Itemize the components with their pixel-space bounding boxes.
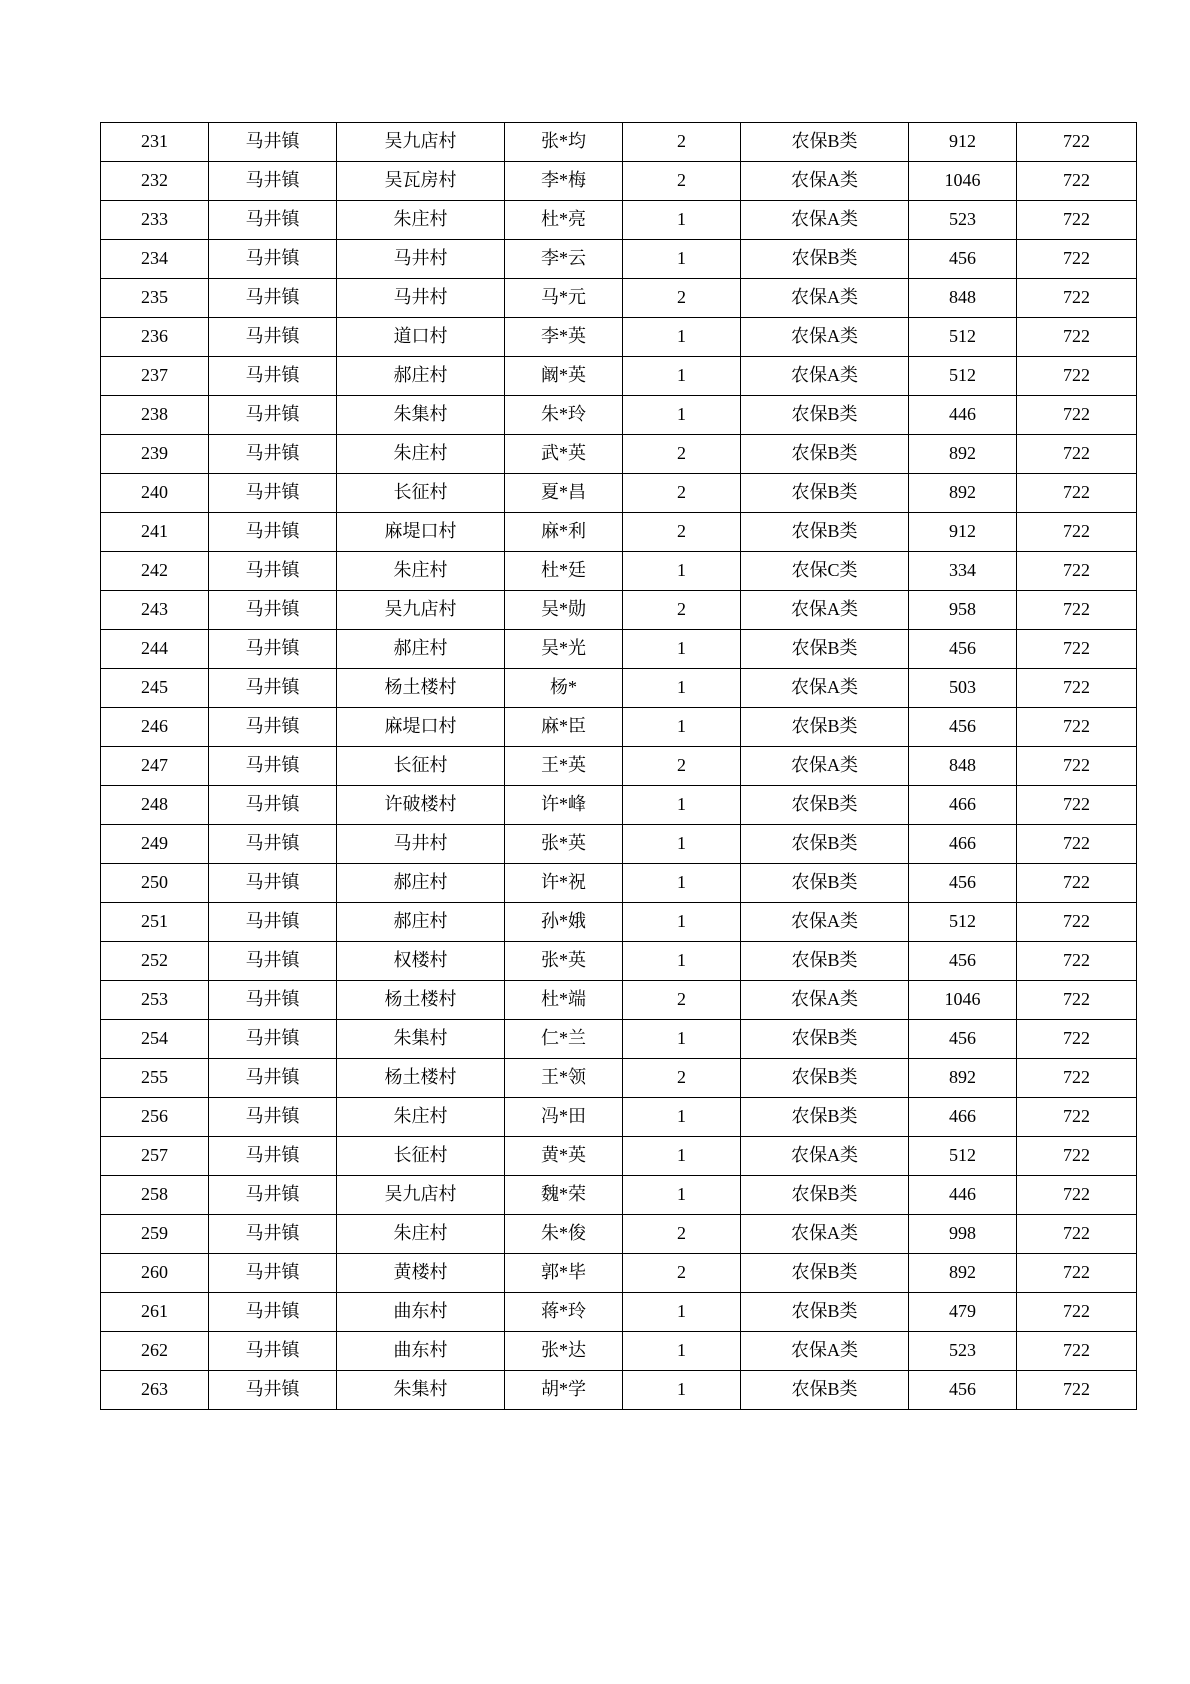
cell-name: 张*英 — [505, 825, 623, 864]
cell-township: 马井镇 — [209, 1254, 337, 1293]
cell-standard: 722 — [1017, 1293, 1137, 1332]
cell-category: 农保B类 — [741, 1020, 909, 1059]
cell-name: 许*峰 — [505, 786, 623, 825]
table-row — [101, 825, 1137, 864]
cell-village: 杨土楼村 — [337, 1059, 505, 1098]
cell-index: 252 — [101, 942, 209, 981]
cell-village: 麻堤口村 — [337, 708, 505, 747]
cell-index: 256 — [101, 1098, 209, 1137]
cell-village: 长征村 — [337, 474, 505, 513]
cell-township: 马井镇 — [209, 669, 337, 708]
cell-amount: 466 — [909, 1098, 1017, 1137]
cell-amount: 848 — [909, 747, 1017, 786]
cell-category: 农保C类 — [741, 552, 909, 591]
cell-township: 马井镇 — [209, 1176, 337, 1215]
cell-category: 农保A类 — [741, 279, 909, 318]
cell-standard: 722 — [1017, 786, 1137, 825]
cell-index: 240 — [101, 474, 209, 513]
table-row — [101, 201, 1137, 240]
cell-village: 朱集村 — [337, 1371, 505, 1410]
cell-index: 254 — [101, 1020, 209, 1059]
cell-category: 农保A类 — [741, 318, 909, 357]
cell-category: 农保B类 — [741, 474, 909, 513]
cell-people-count: 1 — [623, 1371, 741, 1410]
cell-index: 243 — [101, 591, 209, 630]
cell-township: 马井镇 — [209, 1215, 337, 1254]
cell-people-count: 1 — [623, 552, 741, 591]
cell-amount: 998 — [909, 1215, 1017, 1254]
cell-standard: 722 — [1017, 708, 1137, 747]
cell-index: 239 — [101, 435, 209, 474]
cell-people-count: 1 — [623, 396, 741, 435]
cell-amount: 456 — [909, 942, 1017, 981]
cell-people-count: 2 — [623, 513, 741, 552]
beneficiary-table — [100, 122, 1137, 1410]
cell-category: 农保A类 — [741, 201, 909, 240]
cell-index: 255 — [101, 1059, 209, 1098]
cell-people-count: 1 — [623, 240, 741, 279]
cell-village: 吴九店村 — [337, 1176, 505, 1215]
cell-index: 258 — [101, 1176, 209, 1215]
cell-name: 张*达 — [505, 1332, 623, 1371]
cell-category: 农保B类 — [741, 123, 909, 162]
cell-amount: 456 — [909, 240, 1017, 279]
cell-index: 244 — [101, 630, 209, 669]
cell-people-count: 1 — [623, 357, 741, 396]
cell-village: 郝庄村 — [337, 903, 505, 942]
cell-township: 马井镇 — [209, 981, 337, 1020]
cell-amount: 512 — [909, 357, 1017, 396]
cell-people-count: 1 — [623, 1137, 741, 1176]
cell-township: 马井镇 — [209, 435, 337, 474]
cell-township: 马井镇 — [209, 474, 337, 513]
cell-village: 道口村 — [337, 318, 505, 357]
cell-township: 马井镇 — [209, 1332, 337, 1371]
table-row — [101, 1020, 1137, 1059]
cell-township: 马井镇 — [209, 864, 337, 903]
cell-people-count: 1 — [623, 318, 741, 357]
cell-people-count: 2 — [623, 591, 741, 630]
cell-township: 马井镇 — [209, 357, 337, 396]
cell-name: 张*均 — [505, 123, 623, 162]
cell-township: 马井镇 — [209, 396, 337, 435]
cell-category: 农保A类 — [741, 669, 909, 708]
table-row — [101, 318, 1137, 357]
cell-village: 郝庄村 — [337, 864, 505, 903]
cell-name: 杨* — [505, 669, 623, 708]
cell-name: 李*云 — [505, 240, 623, 279]
cell-amount: 912 — [909, 123, 1017, 162]
cell-amount: 892 — [909, 1059, 1017, 1098]
cell-name: 吴*光 — [505, 630, 623, 669]
cell-index: 231 — [101, 123, 209, 162]
cell-name: 黄*英 — [505, 1137, 623, 1176]
cell-village: 朱庄村 — [337, 552, 505, 591]
cell-village: 吴九店村 — [337, 591, 505, 630]
cell-people-count: 1 — [623, 1332, 741, 1371]
cell-amount: 512 — [909, 903, 1017, 942]
cell-standard: 722 — [1017, 903, 1137, 942]
cell-category: 农保B类 — [741, 864, 909, 903]
table-row — [101, 630, 1137, 669]
cell-category: 农保A类 — [741, 747, 909, 786]
cell-index: 232 — [101, 162, 209, 201]
cell-name: 麻*利 — [505, 513, 623, 552]
table-row — [101, 1293, 1137, 1332]
cell-village: 朱庄村 — [337, 1098, 505, 1137]
cell-name: 蒋*玲 — [505, 1293, 623, 1332]
cell-people-count: 1 — [623, 903, 741, 942]
cell-category: 农保A类 — [741, 591, 909, 630]
cell-index: 242 — [101, 552, 209, 591]
cell-village: 曲东村 — [337, 1293, 505, 1332]
cell-amount: 503 — [909, 669, 1017, 708]
cell-standard: 722 — [1017, 357, 1137, 396]
cell-village: 朱庄村 — [337, 1215, 505, 1254]
cell-category: 农保B类 — [741, 786, 909, 825]
table-row — [101, 981, 1137, 1020]
cell-index: 245 — [101, 669, 209, 708]
cell-amount: 466 — [909, 786, 1017, 825]
table-row — [101, 864, 1137, 903]
cell-people-count: 1 — [623, 201, 741, 240]
cell-township: 马井镇 — [209, 708, 337, 747]
cell-name: 杜*端 — [505, 981, 623, 1020]
table-row — [101, 162, 1137, 201]
cell-standard: 722 — [1017, 1137, 1137, 1176]
table-row — [101, 786, 1137, 825]
cell-name: 张*英 — [505, 942, 623, 981]
cell-township: 马井镇 — [209, 123, 337, 162]
cell-people-count: 1 — [623, 942, 741, 981]
cell-village: 曲东村 — [337, 1332, 505, 1371]
table-row — [101, 1332, 1137, 1371]
table-row — [101, 513, 1137, 552]
table-body — [101, 123, 1137, 1410]
cell-name: 魏*荣 — [505, 1176, 623, 1215]
cell-standard: 722 — [1017, 318, 1137, 357]
cell-standard: 722 — [1017, 1176, 1137, 1215]
cell-village: 马井村 — [337, 279, 505, 318]
table-row — [101, 747, 1137, 786]
cell-amount: 892 — [909, 435, 1017, 474]
cell-index: 253 — [101, 981, 209, 1020]
cell-village: 长征村 — [337, 1137, 505, 1176]
cell-amount: 523 — [909, 1332, 1017, 1371]
cell-index: 263 — [101, 1371, 209, 1410]
cell-standard: 722 — [1017, 630, 1137, 669]
table-row — [101, 708, 1137, 747]
cell-category: 农保A类 — [741, 1137, 909, 1176]
cell-index: 238 — [101, 396, 209, 435]
cell-name: 孙*娥 — [505, 903, 623, 942]
table-row — [101, 396, 1137, 435]
cell-amount: 512 — [909, 1137, 1017, 1176]
cell-village: 许破楼村 — [337, 786, 505, 825]
cell-village: 权楼村 — [337, 942, 505, 981]
cell-name: 吴*勋 — [505, 591, 623, 630]
cell-category: 农保B类 — [741, 513, 909, 552]
cell-name: 王*英 — [505, 747, 623, 786]
cell-name: 朱*玲 — [505, 396, 623, 435]
cell-village: 马井村 — [337, 825, 505, 864]
cell-township: 马井镇 — [209, 786, 337, 825]
cell-amount: 848 — [909, 279, 1017, 318]
cell-name: 冯*田 — [505, 1098, 623, 1137]
cell-amount: 446 — [909, 1176, 1017, 1215]
cell-township: 马井镇 — [209, 240, 337, 279]
cell-township: 马井镇 — [209, 279, 337, 318]
cell-township: 马井镇 — [209, 903, 337, 942]
cell-amount: 1046 — [909, 162, 1017, 201]
cell-standard: 722 — [1017, 981, 1137, 1020]
cell-category: 农保B类 — [741, 1371, 909, 1410]
cell-name: 夏*昌 — [505, 474, 623, 513]
table-row — [101, 552, 1137, 591]
cell-people-count: 2 — [623, 123, 741, 162]
cell-category: 农保A类 — [741, 357, 909, 396]
cell-amount: 334 — [909, 552, 1017, 591]
cell-village: 朱集村 — [337, 1020, 505, 1059]
cell-index: 247 — [101, 747, 209, 786]
cell-people-count: 1 — [623, 825, 741, 864]
cell-village: 朱集村 — [337, 396, 505, 435]
cell-category: 农保B类 — [741, 708, 909, 747]
cell-people-count: 1 — [623, 1176, 741, 1215]
cell-people-count: 1 — [623, 669, 741, 708]
cell-index: 251 — [101, 903, 209, 942]
cell-category: 农保B类 — [741, 825, 909, 864]
cell-category: 农保B类 — [741, 1098, 909, 1137]
cell-name: 仁*兰 — [505, 1020, 623, 1059]
cell-index: 262 — [101, 1332, 209, 1371]
cell-standard: 722 — [1017, 513, 1137, 552]
cell-amount: 892 — [909, 1254, 1017, 1293]
cell-standard: 722 — [1017, 1215, 1137, 1254]
cell-village: 杨土楼村 — [337, 981, 505, 1020]
table-row — [101, 942, 1137, 981]
table-row — [101, 279, 1137, 318]
table-row — [101, 1059, 1137, 1098]
cell-category: 农保B类 — [741, 396, 909, 435]
cell-standard: 722 — [1017, 279, 1137, 318]
cell-standard: 722 — [1017, 201, 1137, 240]
cell-standard: 722 — [1017, 396, 1137, 435]
cell-township: 马井镇 — [209, 630, 337, 669]
cell-people-count: 1 — [623, 1020, 741, 1059]
cell-village: 朱庄村 — [337, 201, 505, 240]
table-row — [101, 435, 1137, 474]
cell-standard: 722 — [1017, 552, 1137, 591]
table-row — [101, 1371, 1137, 1410]
cell-name: 阚*英 — [505, 357, 623, 396]
cell-standard: 722 — [1017, 435, 1137, 474]
cell-township: 马井镇 — [209, 1137, 337, 1176]
cell-standard: 722 — [1017, 942, 1137, 981]
cell-category: 农保A类 — [741, 1215, 909, 1254]
cell-index: 260 — [101, 1254, 209, 1293]
table-row — [101, 123, 1137, 162]
cell-standard: 722 — [1017, 591, 1137, 630]
cell-people-count: 2 — [623, 162, 741, 201]
cell-township: 马井镇 — [209, 1293, 337, 1332]
cell-name: 杜*廷 — [505, 552, 623, 591]
cell-village: 黄楼村 — [337, 1254, 505, 1293]
cell-people-count: 1 — [623, 864, 741, 903]
cell-amount: 456 — [909, 1020, 1017, 1059]
cell-township: 马井镇 — [209, 552, 337, 591]
cell-name: 朱*俊 — [505, 1215, 623, 1254]
cell-index: 249 — [101, 825, 209, 864]
cell-category: 农保A类 — [741, 162, 909, 201]
cell-category: 农保B类 — [741, 942, 909, 981]
cell-standard: 722 — [1017, 162, 1137, 201]
cell-village: 马井村 — [337, 240, 505, 279]
cell-index: 236 — [101, 318, 209, 357]
cell-people-count: 2 — [623, 1254, 741, 1293]
cell-category: 农保B类 — [741, 1254, 909, 1293]
cell-name: 胡*学 — [505, 1371, 623, 1410]
cell-index: 257 — [101, 1137, 209, 1176]
cell-name: 李*梅 — [505, 162, 623, 201]
cell-index: 250 — [101, 864, 209, 903]
cell-people-count: 1 — [623, 1293, 741, 1332]
table-row — [101, 1254, 1137, 1293]
cell-standard: 722 — [1017, 123, 1137, 162]
cell-index: 237 — [101, 357, 209, 396]
cell-amount: 512 — [909, 318, 1017, 357]
cell-category: 农保B类 — [741, 1293, 909, 1332]
cell-village: 朱庄村 — [337, 435, 505, 474]
cell-amount: 456 — [909, 708, 1017, 747]
cell-standard: 722 — [1017, 474, 1137, 513]
cell-name: 武*英 — [505, 435, 623, 474]
cell-name: 杜*亮 — [505, 201, 623, 240]
cell-standard: 722 — [1017, 1020, 1137, 1059]
cell-standard: 722 — [1017, 1098, 1137, 1137]
cell-category: 农保A类 — [741, 981, 909, 1020]
cell-township: 马井镇 — [209, 1098, 337, 1137]
table-row — [101, 1176, 1137, 1215]
cell-name: 郭*毕 — [505, 1254, 623, 1293]
cell-category: 农保B类 — [741, 435, 909, 474]
cell-village: 吴瓦房村 — [337, 162, 505, 201]
cell-category: 农保A类 — [741, 1332, 909, 1371]
cell-index: 241 — [101, 513, 209, 552]
cell-amount: 892 — [909, 474, 1017, 513]
cell-category: 农保A类 — [741, 903, 909, 942]
table-row — [101, 1137, 1137, 1176]
cell-people-count: 1 — [623, 708, 741, 747]
cell-standard: 722 — [1017, 825, 1137, 864]
cell-name: 李*英 — [505, 318, 623, 357]
cell-amount: 523 — [909, 201, 1017, 240]
cell-amount: 446 — [909, 396, 1017, 435]
cell-village: 郝庄村 — [337, 630, 505, 669]
cell-people-count: 2 — [623, 747, 741, 786]
cell-amount: 466 — [909, 825, 1017, 864]
cell-index: 233 — [101, 201, 209, 240]
table-row — [101, 1098, 1137, 1137]
cell-amount: 456 — [909, 864, 1017, 903]
cell-village: 麻堤口村 — [337, 513, 505, 552]
cell-category: 农保B类 — [741, 240, 909, 279]
cell-name: 许*祝 — [505, 864, 623, 903]
cell-category: 农保B类 — [741, 1176, 909, 1215]
cell-township: 马井镇 — [209, 747, 337, 786]
cell-village: 长征村 — [337, 747, 505, 786]
cell-amount: 479 — [909, 1293, 1017, 1332]
cell-standard: 722 — [1017, 1371, 1137, 1410]
cell-township: 马井镇 — [209, 591, 337, 630]
cell-index: 246 — [101, 708, 209, 747]
table-row — [101, 474, 1137, 513]
cell-index: 248 — [101, 786, 209, 825]
cell-village: 郝庄村 — [337, 357, 505, 396]
cell-township: 马井镇 — [209, 162, 337, 201]
cell-index: 235 — [101, 279, 209, 318]
cell-people-count: 2 — [623, 474, 741, 513]
cell-township: 马井镇 — [209, 1371, 337, 1410]
cell-standard: 722 — [1017, 669, 1137, 708]
cell-people-count: 2 — [623, 981, 741, 1020]
cell-category: 农保B类 — [741, 1059, 909, 1098]
cell-township: 马井镇 — [209, 513, 337, 552]
cell-standard: 722 — [1017, 1332, 1137, 1371]
cell-amount: 456 — [909, 630, 1017, 669]
cell-township: 马井镇 — [209, 942, 337, 981]
cell-people-count: 1 — [623, 786, 741, 825]
cell-index: 261 — [101, 1293, 209, 1332]
cell-village: 杨土楼村 — [337, 669, 505, 708]
table-row — [101, 357, 1137, 396]
cell-name: 马*元 — [505, 279, 623, 318]
cell-standard: 722 — [1017, 240, 1137, 279]
cell-index: 234 — [101, 240, 209, 279]
table-row — [101, 591, 1137, 630]
cell-name: 王*领 — [505, 1059, 623, 1098]
cell-township: 马井镇 — [209, 201, 337, 240]
cell-township: 马井镇 — [209, 1059, 337, 1098]
cell-people-count: 1 — [623, 630, 741, 669]
cell-amount: 912 — [909, 513, 1017, 552]
table-row — [101, 903, 1137, 942]
cell-people-count: 2 — [623, 435, 741, 474]
cell-index: 259 — [101, 1215, 209, 1254]
cell-people-count: 1 — [623, 1098, 741, 1137]
cell-village: 吴九店村 — [337, 123, 505, 162]
cell-township: 马井镇 — [209, 1020, 337, 1059]
table-row — [101, 240, 1137, 279]
cell-standard: 722 — [1017, 1254, 1137, 1293]
cell-name: 麻*臣 — [505, 708, 623, 747]
cell-township: 马井镇 — [209, 825, 337, 864]
cell-people-count: 2 — [623, 1215, 741, 1254]
cell-standard: 722 — [1017, 864, 1137, 903]
cell-people-count: 2 — [623, 1059, 741, 1098]
cell-township: 马井镇 — [209, 318, 337, 357]
cell-standard: 722 — [1017, 1059, 1137, 1098]
cell-amount: 958 — [909, 591, 1017, 630]
cell-amount: 456 — [909, 1371, 1017, 1410]
cell-standard: 722 — [1017, 747, 1137, 786]
cell-amount: 1046 — [909, 981, 1017, 1020]
table-row — [101, 1215, 1137, 1254]
cell-people-count: 2 — [623, 279, 741, 318]
table-row — [101, 669, 1137, 708]
cell-category: 农保B类 — [741, 630, 909, 669]
